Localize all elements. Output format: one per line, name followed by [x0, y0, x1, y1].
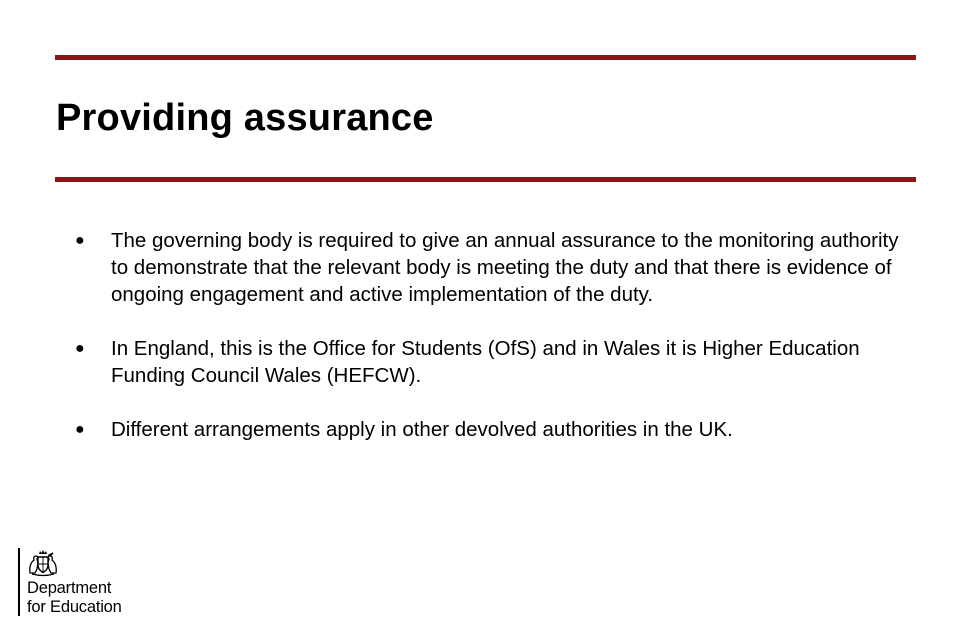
bullet-text: The governing body is required to give an annual assurance to the monitoring authority to demonstrate that the relevant body is meeting the duty and that there is evidence of ongoing engagement and active implementation of the duty.: [111, 229, 899, 306]
bullet-dot-icon: ●: [75, 421, 85, 438]
bullet-item: [75, 227, 905, 308]
logo-bar: [18, 548, 20, 616]
slide-title: Providing assurance: [56, 97, 434, 139]
bullet-item: [75, 335, 905, 389]
bullet-text: Different arrangements apply in other devolved authorities in the UK.: [111, 418, 733, 441]
bullet-list: [75, 227, 905, 470]
bullet-text: In England, this is the Office for Students (OfS) and in Wales it is Higher Education Funding Council Wales (HEFCW).: [111, 337, 860, 387]
department-logo: [18, 548, 148, 616]
top-divider: [55, 55, 916, 60]
bullet-dot-icon: ●: [75, 340, 85, 357]
royal-crest-icon: [27, 549, 59, 577]
title-divider: [55, 177, 916, 182]
logo-text-for-education: for Education: [27, 598, 122, 616]
logo-text-department: Department: [27, 579, 112, 597]
bullet-dot-icon: ●: [75, 232, 85, 249]
bullet-item: [75, 416, 905, 443]
